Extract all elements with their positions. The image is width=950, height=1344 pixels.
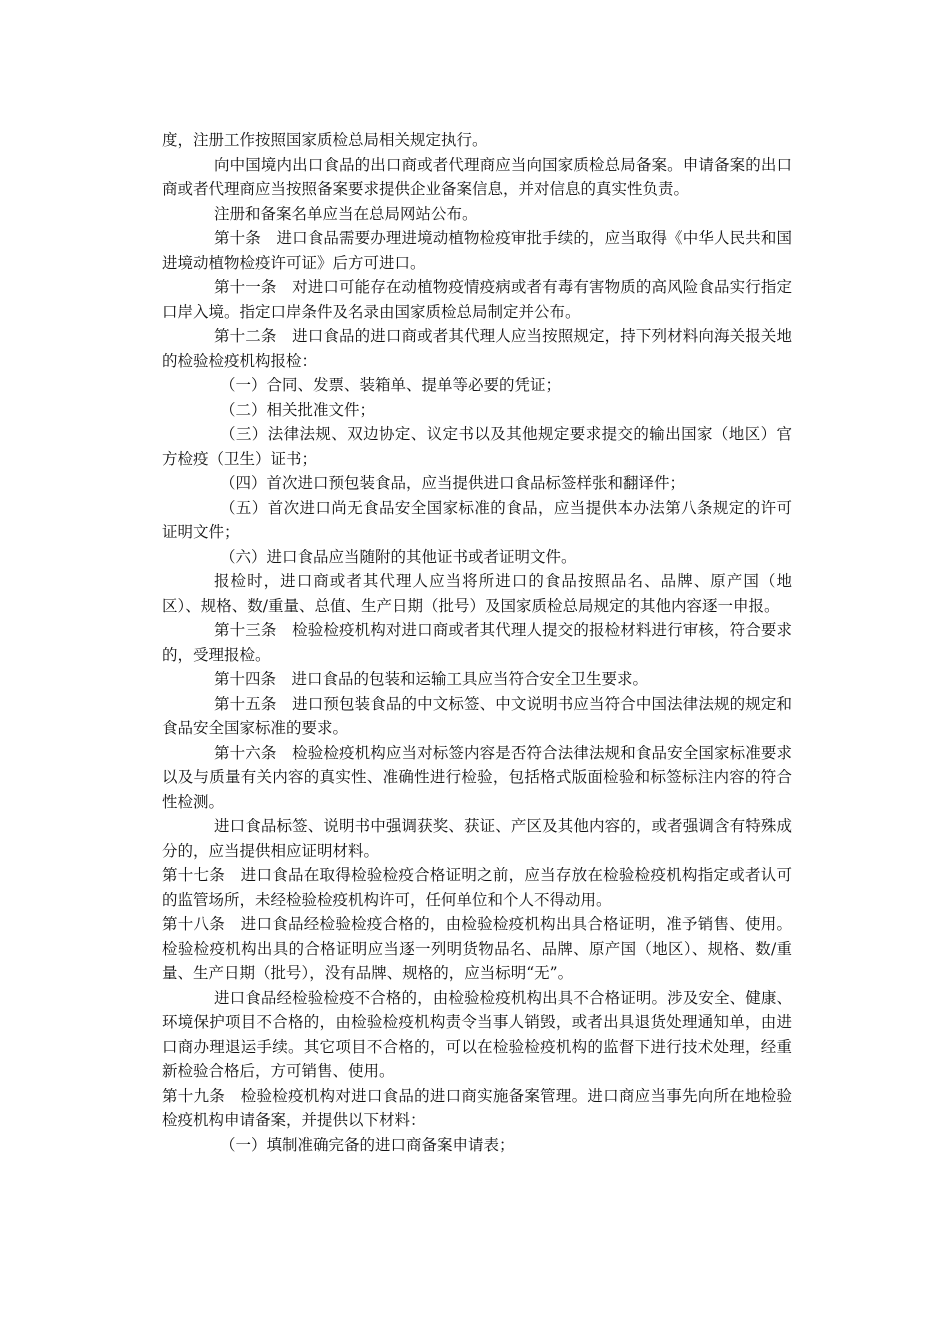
paragraph: 第十二条 进口食品的进口商或者其代理人应当按照规定，持下列材料向海关报关地的检验检疫机构报检： bbox=[162, 327, 792, 370]
paragraph: 进口食品标签、说明书中强调获奖、获证、产区及其他内容的，或者强调含有特殊成分的，应当提供相应证明材料。 bbox=[162, 817, 792, 860]
paragraph: 第十条 进口食品需要办理进境动植物检疫审批手续的，应当取得《中华人民共和国进境动植物检疫许可证》后方可进口。 bbox=[162, 229, 792, 272]
paragraph: 进口食品经检验检疫不合格的，由检验检疫机构出具不合格证明。涉及安全、健康、环境保护项目不合格的，由检验检疫机构责令当事人销毁，或者出具退货处理通知单，由进口商办理退运手续。其它项目不合格的，可以在检验检疫机构的监督下进行技术处理，经重新检验合格后，方可销售、使用。 bbox=[162, 988, 792, 1080]
paragraph: （六）进口食品应当随附的其他证书或者证明文件。 bbox=[220, 547, 577, 566]
paragraph: 第十三条 检验检疫机构对进口商或者其代理人提交的报检材料进行审核，符合要求的，受理报检。 bbox=[162, 621, 792, 664]
paragraph: 报检时，进口商或者其代理人应当将所进口的食品按照品名、品牌、原产国（地区）、规格、数/重量、总值、生产日期（批号）及国家质检总局规定的其他内容逐一申报。 bbox=[162, 572, 792, 615]
paragraph: （一）填制准确完备的进口商备案申请表； bbox=[220, 1135, 515, 1154]
paragraph: 度，注册工作按照国家质检总局相关规定执行。 bbox=[162, 131, 488, 149]
paragraph: （四）首次进口预包装食品，应当提供进口食品标签样张和翻译件； bbox=[220, 474, 686, 492]
document-body bbox=[162, 128, 792, 1157]
paragraph: 第十九条 检验检疫机构对进口食品的进口商实施备案管理。进口商应当事先向所在地检验检疫机构申请备案，并提供以下材料： bbox=[162, 1086, 792, 1129]
paragraph: （五）首次进口尚无食品安全国家标准的食品，应当提供本办法第八条规定的许可证明文件； bbox=[162, 498, 792, 541]
paragraph: （三）法律法规、双边协定、议定书以及其他规定要求提交的输出国家（地区）官方检疫（卫生）证书； bbox=[162, 425, 792, 468]
paragraph: （二）相关批准文件； bbox=[220, 400, 376, 419]
paragraph: 注册和备案名单应当在总局网站公布。 bbox=[214, 204, 478, 223]
paragraph: 第十五条 进口预包装食品的中文标签、中文说明书应当符合中国法律法规的规定和食品安全国家标准的要求。 bbox=[162, 694, 792, 737]
paragraph: 向中国境内出口食品的出口商或者代理商应当向国家质检总局备案。申请备案的出口商或者代理商应当按照备案要求提供企业备案信息，并对信息的真实性负责。 bbox=[162, 155, 792, 198]
paragraph: 第十四条 进口食品的包装和运输工具应当符合安全卫生要求。 bbox=[214, 670, 649, 688]
paragraph: （一）合同、发票、装箱单、提单等必要的凭证； bbox=[220, 376, 562, 394]
paragraph: 第十六条 检验检疫机构应当对标签内容是否符合法律法规和食品安全国家标准要求以及与质量有关内容的真实性、准确性进行检验，包括格式版面检验和标签标注内容的符合性检测。 bbox=[162, 743, 792, 811]
paragraph: 第十一条 对进口可能存在动植物疫情疫病或者有毒有害物质的高风险食品实行指定口岸入境。指定口岸条件及名录由国家质检总局制定并公布。 bbox=[162, 278, 792, 321]
paragraph: 第十八条 进口食品经检验检疫合格的，由检验检疫机构出具合格证明，准予销售、使用。检验检疫机构出具的合格证明应当逐一列明货物品名、品牌、原产国（地区）、规格、数/重量、生产日期（批号），没有品牌、规格的，应当标明“无”。 bbox=[162, 915, 792, 982]
paragraph: 第十七条 进口食品在取得检验检疫合格证明之前，应当存放在检验检疫机构指定或者认可的监管场所，未经检验检疫机构许可，任何单位和个人不得动用。 bbox=[162, 866, 792, 909]
